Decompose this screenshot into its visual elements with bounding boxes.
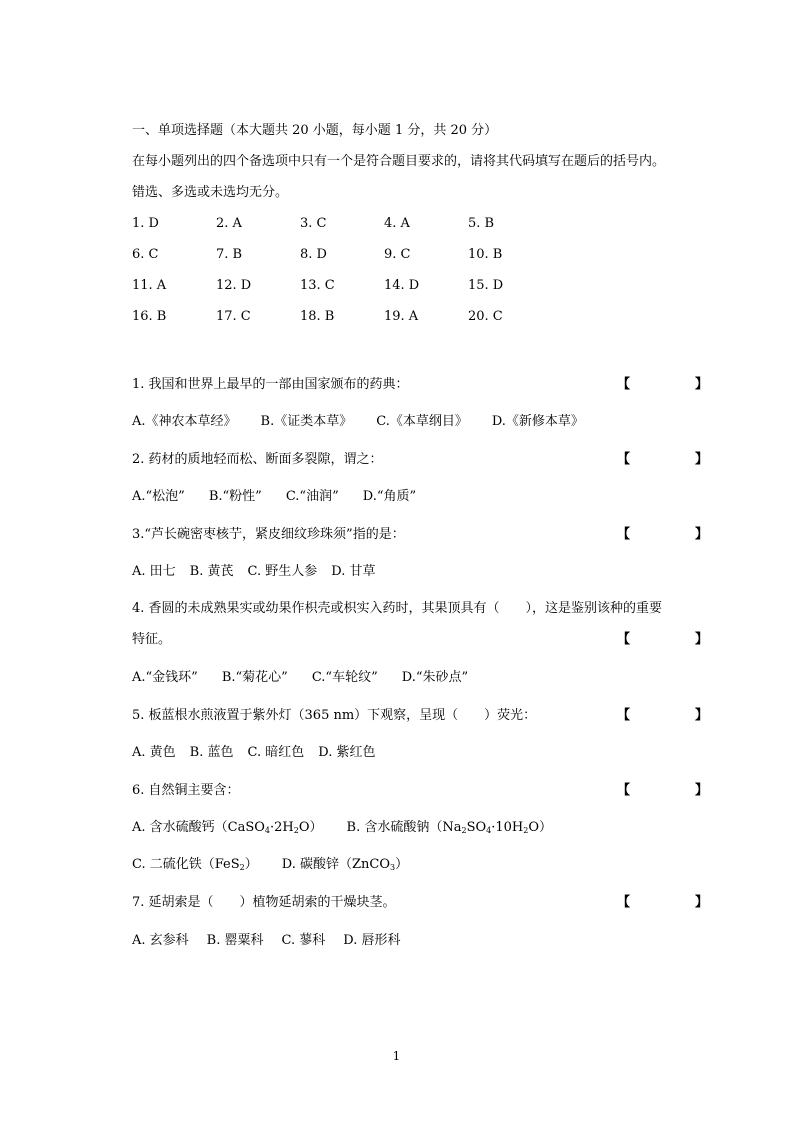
answer-bracket: 【 】 — [617, 452, 709, 467]
option-d: D. 甘草 — [331, 564, 376, 579]
option-b: B. 蓝色 — [189, 745, 234, 760]
question-7-options — [132, 933, 424, 949]
answer-item: 1. D — [132, 216, 159, 231]
question-4-stem: 4. 香圆的未成熟果实或幼果作枳壳或枳实入药时，其果顶具有（ ），这是鉴别该种的重要 — [132, 601, 663, 616]
question-2-options — [132, 489, 440, 505]
answer-bracket: 【 】 — [617, 895, 709, 910]
option-a: A.“金钱环” — [132, 670, 198, 685]
question-4-stem-cont: 特征。 — [132, 632, 172, 647]
option-c: C. 二硫化铁（FeS$_2$） — [132, 857, 258, 872]
question-3-stem: 3.“芦长碗密枣核艼，紧皮细纹珍珠须”指的是： — [132, 527, 405, 542]
option-a: A. 田七 — [132, 564, 176, 579]
question-6-stem: 6. 自然铜主要含： — [132, 783, 240, 798]
question-6-options-ab — [132, 820, 576, 839]
answer-bracket: 【 】 — [617, 632, 709, 647]
answer-item: 16. B — [132, 309, 167, 324]
option-d: D.《新修本草》 — [491, 414, 584, 429]
answer-item: 18. B — [300, 309, 335, 324]
option-c: C.“车轮纹” — [311, 670, 378, 685]
answer-bracket: 【 】 — [617, 708, 709, 723]
question-3-options — [132, 564, 399, 580]
option-c: C. 暗红色 — [247, 745, 305, 760]
option-a: A. 玄参科 — [132, 933, 189, 948]
option-c: C. 蓼科 — [281, 933, 326, 948]
section-instruction-2: 错选、多选或未选均无分。 — [132, 185, 289, 200]
option-a: A.《神农本草经》 — [132, 414, 237, 429]
answer-bracket: 【 】 — [617, 377, 709, 392]
answer-item: 13. C — [300, 278, 335, 293]
answer-item: 19. A — [384, 309, 419, 324]
option-d: D. 唇形科 — [343, 933, 401, 948]
question-6-options-cd — [132, 857, 432, 876]
answer-item: 11. A — [132, 278, 167, 293]
option-a: A. 黄色 — [132, 745, 176, 760]
answer-item: 14. D — [384, 278, 420, 293]
option-b: B.“粉性” — [208, 489, 262, 504]
answer-item: 17. C — [216, 309, 251, 324]
option-d: D. 紫红色 — [318, 745, 376, 760]
option-c: C.《本草纲目》 — [376, 414, 468, 429]
option-c: C. 野生人参 — [247, 564, 318, 579]
answer-item: 8. D — [300, 247, 327, 262]
answer-item: 15. D — [468, 278, 504, 293]
answer-bracket: 【 】 — [617, 783, 709, 798]
answer-item: 12. D — [216, 278, 252, 293]
answer-item: 10. B — [468, 247, 503, 262]
answer-item: 7. B — [216, 247, 243, 262]
option-a: A. 含水硫酸钙$(CaSO_4\cdot 2H_2O)$ — [132, 820, 323, 835]
option-d: D. 碳酸锌（ZnCO$_3$） — [281, 857, 409, 872]
section-instruction-1: 在每小题列出的四个备选项中只有一个是符合题目要求的，请将其代码填写在题后的括号内。 — [132, 154, 666, 169]
question-2-stem: 2. 药材的质地轻而松、断面多裂隙，谓之： — [132, 452, 383, 467]
answer-item: 3. C — [300, 216, 327, 231]
page-number: 1 — [392, 1049, 401, 1063]
option-b: B. 黄芪 — [189, 564, 234, 579]
answer-item: 2. A — [216, 216, 242, 231]
answer-item: 5. B — [468, 216, 495, 231]
question-7-stem: 7. 延胡索是（ ）植物延胡索的干燥块茎。 — [132, 895, 396, 910]
option-b: B.《证类本草》 — [260, 414, 353, 429]
option-b: B. 含水硫酸钠$(Na_2SO_4\cdot 10H_2O)$ — [346, 820, 553, 835]
question-5-stem: 5. 板蓝根水煎液置于紫外灯（365 nm）下观察，呈现（ ）荧光： — [132, 708, 537, 723]
question-5-options — [132, 745, 399, 761]
option-b: B. 罂粟科 — [206, 933, 264, 948]
option-d: D.“朱砂点” — [401, 670, 469, 685]
section-title: 一、单项选择题（本大题共 20 小题，每小题 1 分，共 20 分） — [132, 123, 498, 138]
answer-bracket: 【 】 — [617, 527, 709, 542]
option-b: B.“菊花心” — [221, 670, 288, 685]
question-1-stem: 1. 我国和世界上最早的一部由国家颁布的药典： — [132, 377, 409, 392]
option-c: C.“油润” — [285, 489, 339, 504]
option-d: D.“角质” — [362, 489, 417, 504]
answer-item: 9. C — [384, 247, 411, 262]
question-4-options — [132, 670, 492, 686]
option-a: A.“松泡” — [132, 489, 185, 504]
answer-item: 4. A — [384, 216, 410, 231]
answer-item: 20. C — [468, 309, 503, 324]
question-1-options — [132, 414, 608, 430]
answer-item: 6. C — [132, 247, 159, 262]
